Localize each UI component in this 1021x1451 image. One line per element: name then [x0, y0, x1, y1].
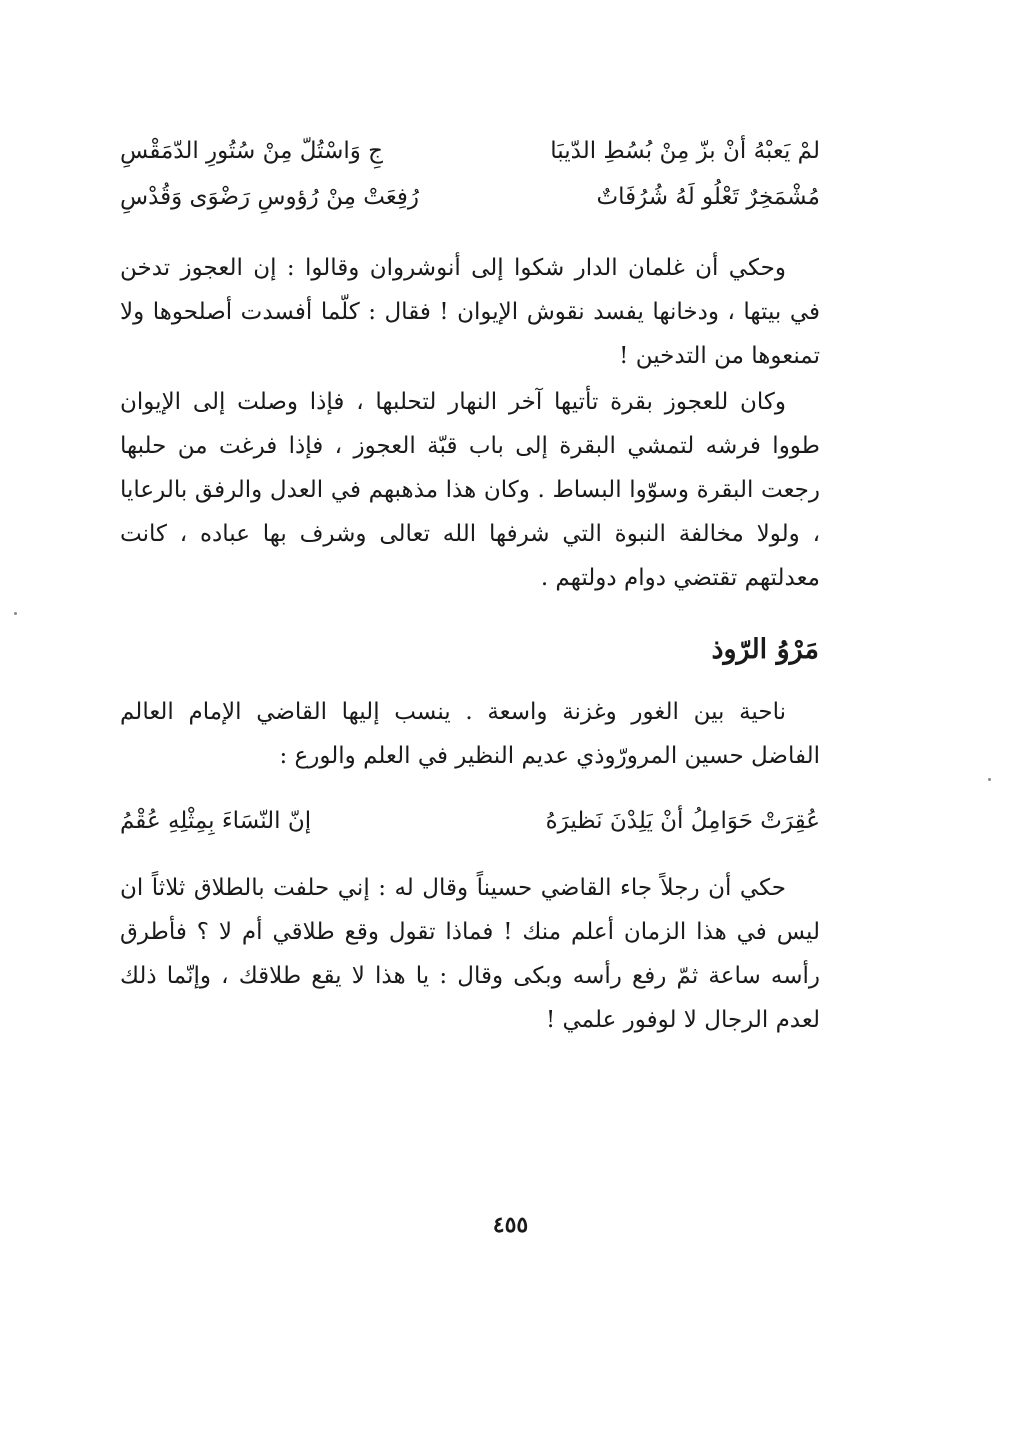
page-number: ٤٥٥ — [492, 1212, 529, 1238]
paragraph: وحكي أن غلمان الدار شكوا إلى أنوشروان وقالوا : إن العجوز تدخن في بيتها ، ودخانها يفسد نقوش الإيوان ! فقال : كلّما أفسدت أصلحوها ولا تمنعوها من التدخين ! — [120, 255, 820, 369]
verse-first-hemistich: عُقِرَتْ حَوَامِلُ أنْ يَلِدْنَ نَظيرَهُ — [545, 808, 820, 834]
verse-second-hemistich: جِ وَاسْتُلّ مِنْ سُتُورِ الدّمَقْسِ — [120, 138, 383, 164]
section-three-text — [120, 866, 820, 1042]
verse-block-top — [120, 128, 820, 220]
scan-speck — [988, 778, 991, 781]
paragraph: وكان للعجوز بقرة تأتيها آخر النهار لتحلبها ، فإذا وصلت إلى الإيوان طووا فرشه لتمشي البقرة إلى باب قبّة العجوز ، فإذا فرغت من حلبها رجعت البقرة وسوّوا البساط . وكان هذا مذهبهم في العدل والرفق بالرعايا ، ولولا مخالفة النبوة التي شرفها الله تعالى وشرف بها عباده ، كانت معدلتهم تقتضي دوام دولتهم . — [120, 389, 820, 591]
scan-speck — [14, 612, 17, 615]
section-two-text — [120, 690, 820, 778]
paragraph: ناحية بين الغور وغزنة واسعة . ينسب إليها القاضي الإمام العالم الفاضل حسين المرورّوذي عديم النظير في العلم والورع : — [120, 699, 820, 769]
verse-block-middle — [120, 798, 820, 844]
verse-second-hemistich: إنّ النّسَاءَ بِمِثْلِهِ عُقْمُ — [120, 808, 312, 834]
verse-first-hemistich: لمْ يَعبْهُ أنْ بزّ مِنْ بُسُطِ الدّيبَا — [550, 138, 820, 164]
verse-line — [120, 174, 820, 220]
section-heading: مَرْوُ الرّوذ — [711, 634, 819, 665]
verse-line — [120, 128, 820, 174]
verse-second-hemistich: رُفِعَتْ مِنْ رُؤوسِ رَضْوَى وَقُدْسِ — [120, 184, 420, 210]
paragraph: حكي أن رجلاً جاء القاضي حسيناً وقال له : إني حلفت بالطلاق ثلاثاً ان ليس في هذا الزمان أعلم منك ! فماذا تقول وقع طلاقي أم لا ؟ فأطرق رأسه ساعة ثمّ رفع رأسه وبكى وقال : يا هذا لا يقع طلاقك ، وإنّما ذلك لعدم الرجال لا لوفور علمي ! — [120, 875, 820, 1033]
verse-first-hemistich: مُشْمَخِرٌ تَعْلُو لَهُ شُرُفَاتٌ — [596, 184, 820, 210]
verse-line — [120, 798, 820, 844]
section-one-text — [120, 246, 820, 600]
